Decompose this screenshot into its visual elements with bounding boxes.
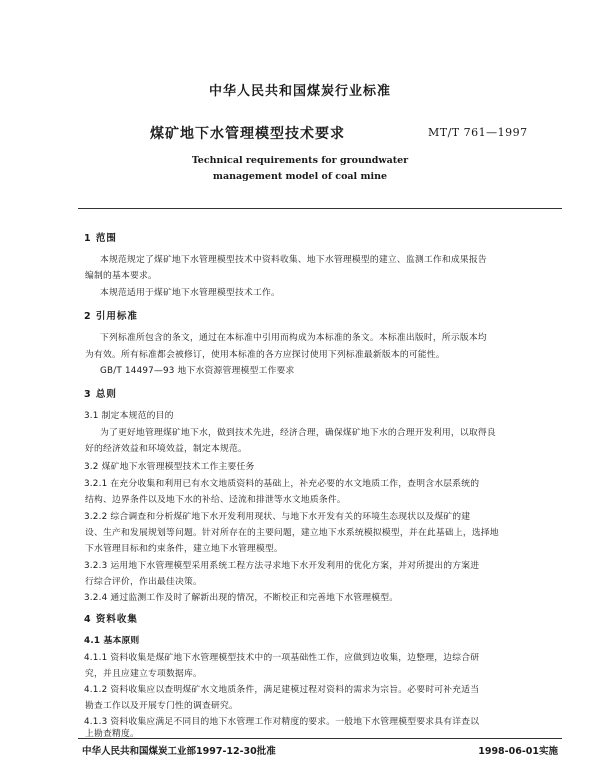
body-line: 行综合评价，作出最佳决策。	[85, 577, 202, 587]
body-line: 结构、边界条件以及地下水的补给、迳流和排泄等水文地质条件。	[85, 495, 346, 505]
reference-line: GB/T 14497—93 地下水资源管理模型工作要求	[100, 366, 295, 376]
section-heading-general: 3 总则	[84, 389, 117, 400]
body-line: 3.2.3 运用地下水管理模型采用系统工程方法寻求地下水开发利用的优化方案，并对所提出的方案进	[84, 561, 480, 571]
body-line: 4.1.2 资料收集应以查明煤矿水文地质条件，满足建模过程对资料的需求为宗旨。必要时可补充适当	[84, 685, 480, 695]
body-line: 3.2.4 通过监测工作及时了解新出现的情况，不断校正和完善地下水管理模型。	[84, 593, 399, 603]
header-divider	[78, 208, 562, 209]
standard-code: MT/T 761—1997	[428, 126, 528, 139]
body-line: 编制的基本要求。	[85, 271, 157, 281]
body-line: 为了更好地管理煤矿地下水，做到技术先进，经济合理，确保煤矿地下水的合理开发利用，以取得良	[100, 428, 496, 438]
body-line: 好的经济效益和环境效益，制定本规范。	[85, 444, 247, 454]
document-title: 煤矿地下水管理模型技术要求	[150, 126, 345, 142]
english-title-line-2: management model of coal mine	[212, 171, 388, 182]
approval-statement: 中华人民共和国煤炭工业部1997-12-30批准	[82, 746, 276, 757]
body-line: 4.1.1 资料收集是煤矿地下水管理模型技术中的一项基础性工作，应做到边收集，边整理，边综合研	[84, 653, 480, 663]
body-line: 本规范规定了煤矿地下水管理模型技术中资料收集、地下水管理模型的建立、监测工作和成果报告	[100, 255, 487, 265]
body-line: 设、生产和发展规划等问题。针对所存在的主要问题，建立地下水系统模拟模型，并在此基础上，选择地	[85, 528, 499, 538]
body-line: 3.2.1 在充分收集和利用已有水文地质资料的基础上，补充必要的水文地质工作，查明含水层系统的	[84, 479, 480, 489]
section-heading-references: 2 引用标准	[84, 311, 138, 322]
body-line: 为有效。所有标准都会被修订，使用本标准的各方应探讨使用下列标准最新版本的可能性。	[85, 350, 445, 360]
body-line: 下列标准所包含的条文，通过在本标准中引用而构成为本标准的条文。本标准出版时，所示版本均	[100, 333, 487, 343]
english-title-line-1: Technical requirements for groundwater	[191, 155, 409, 166]
body-line: 3.2 煤矿地下水管理模型技术工作主要任务	[84, 462, 255, 472]
body-line: 下水管理目标和约束条件，建立地下水管理模型。	[85, 544, 283, 554]
body-line: 4.1.3 资料收集应满足不同目的地下水管理工作对精度的要求。一般地下水管理模型要求具有详查以	[84, 717, 480, 727]
issuing-organization: 中华人民共和国煤炭行业标准	[208, 84, 391, 99]
body-line: 上勘查精度。	[85, 729, 139, 739]
implementation-date: 1998-06-01实施	[478, 746, 558, 757]
section-heading-data-collection: 4 资料收集	[84, 614, 138, 625]
body-line: 究，并且应建立专项数据库。	[85, 669, 202, 679]
subsection-heading: 4.1 基本原则	[84, 636, 140, 646]
body-line: 3.1 制定本规范的目的	[84, 411, 174, 421]
body-line: 本规范适用于煤矿地下水管理模型技术工作。	[100, 288, 280, 298]
body-line: 勘查工作以及开展专门性的调查研究。	[85, 701, 238, 711]
body-line: 3.2.2 综合调查和分析煤矿地下水开发利用现状、与地下水开发有关的环境生态现状以及煤矿的建	[84, 512, 471, 522]
footer-divider	[78, 738, 562, 739]
section-heading-scope: 1 范围	[84, 233, 117, 244]
